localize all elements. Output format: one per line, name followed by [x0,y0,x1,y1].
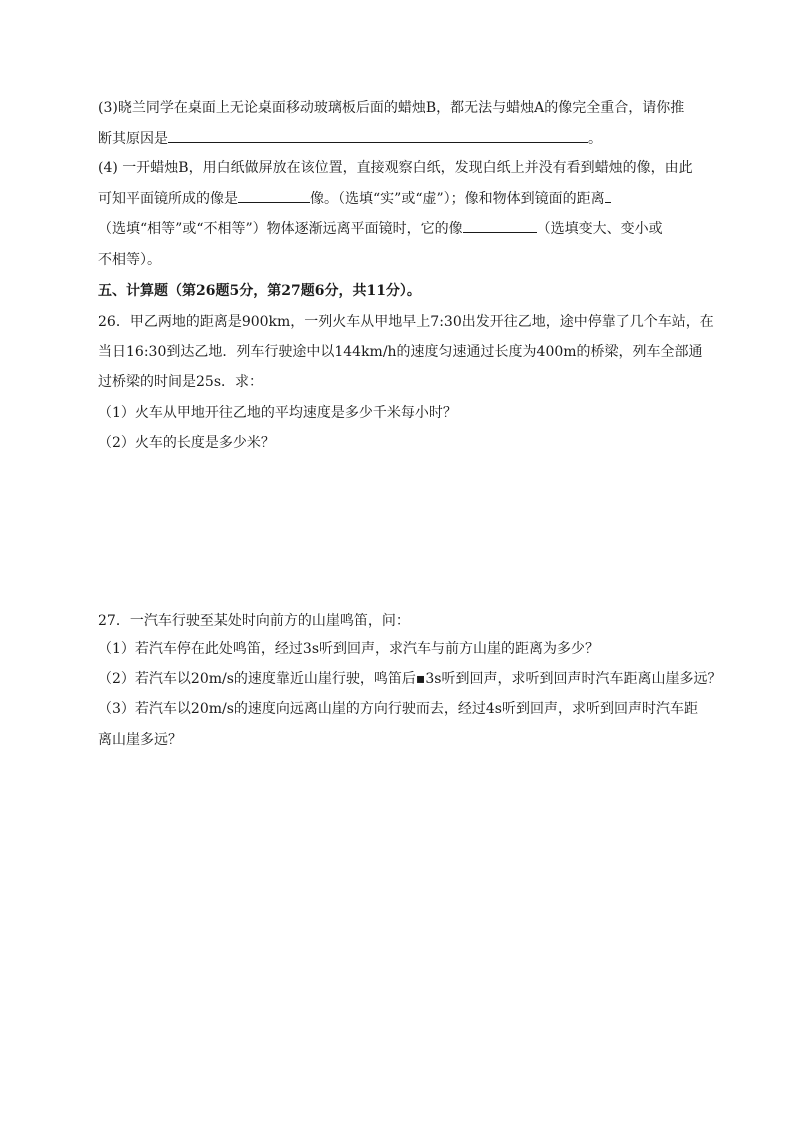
section-title [98,281,718,301]
q27-sub2-text: （2）若汽车以20m/s的速度靠近山崖行驶，鸣笛后▪3s听到回声，求听到回声时汽车距离山崖多远？ [98,671,722,687]
q-prev-item4-line3 [98,218,718,239]
q26-text2: 当日16:30到达乙地．列车行驶途中以144km/h的速度匀速通过长度为400m的桥梁，列车全部通 [98,344,703,360]
q27-line1 [98,611,718,631]
q27-sub3-line1 [98,699,718,719]
q27-sub3-line2 [98,730,718,750]
q27-sub2 [98,669,722,689]
item4-prefix: 可知平面镜所成的像是 [98,191,238,207]
q27-text1: 27．一汽车行驶至某处时向前方的山崖鸣笛，问： [98,613,410,629]
q26-sub2 [98,433,718,453]
q26-text1: 26．甲乙两地的距离是900km，一列火车从甲地早上7:30出发开往乙地，途中停靠了几个车站，在 [98,314,714,330]
q26-sub1 [98,403,718,423]
q27-sub1 [98,639,718,659]
item4-line4: 不相等）。 [98,252,161,268]
q26-sub2-text: （2）火车的长度是多少米？ [98,435,275,451]
answer-blank[interactable] [238,188,310,203]
item4-line3-suffix: （选填变大、变小或 [536,221,663,237]
q27-sub3-text1: （3）若汽车以20m/s的速度向远离山崖的方向行驶而去，经过4s听到回声，求听到回声时汽车距 [98,701,698,717]
item4-line3-prefix: （选填“相等”或“不相等”）物体逐渐远离平面镜时，它的像 [98,221,463,237]
section-title-text: 五、计算题（第26题5分，第27题6分，共11分）。 [98,283,421,299]
q26-line1 [98,312,718,332]
answer-blank[interactable] [605,188,611,203]
q-prev-item4-line1 [98,158,718,178]
q-prev-item4-line2 [98,188,718,209]
q-prev-item3-line2 [98,128,718,149]
answer-blank[interactable] [168,128,588,143]
item3-suffix: 。 [588,131,602,147]
answer-blank[interactable] [463,218,537,233]
item3-text: (3)晓兰同学在桌面上无论桌面移动玻璃板后面的蜡烛B，都无法与蜡烛A的像完全重合，请你推 [98,100,685,116]
item3-prefix: 断其原因是 [98,131,168,147]
q26-line3 [98,372,718,392]
item4-mid: 像。（选填“实”或“虚”）；像和物体到镜面的距离 [310,191,605,207]
q-prev-item3-line1 [98,98,718,118]
q-prev-item4-line4 [98,250,718,270]
q27-sub1-text: （1）若汽车停在此处鸣笛，经过3s听到回声，求汽车与前方山崖的距离为多少？ [98,641,599,657]
q26-sub1-text: （1）火车从甲地开往乙地的平均速度是多少千米每小时？ [98,405,457,421]
q27-sub3-text2: 离山崖多远？ [98,732,182,748]
item4-text: (4) 一开蜡烛B，用白纸做屏放在该位置，直接观察白纸，发现白纸上并没有看到蜡烛的像，由此 [98,160,693,176]
q26-line2 [98,342,718,362]
q26-text3: 过桥梁的时间是25s．求： [98,374,263,390]
